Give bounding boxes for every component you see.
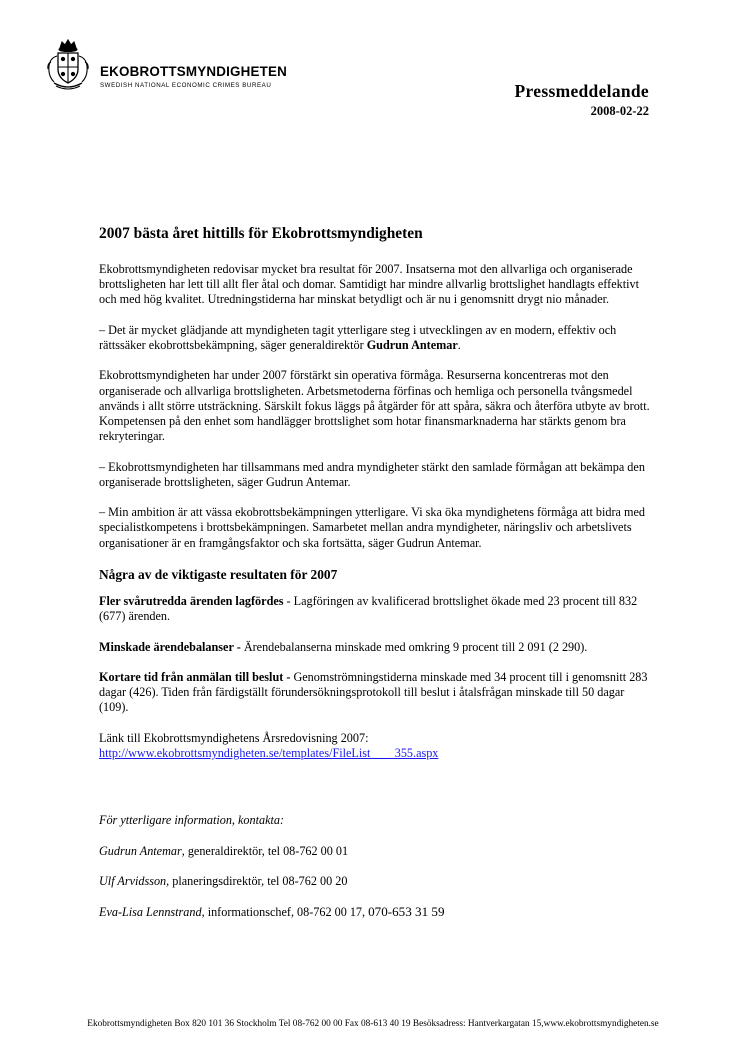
results-list bbox=[99, 594, 651, 716]
quote-text: – Det är mycket glädjande att myndigheten tagit ytterligare steg i utvecklingen av en modern, effektiv och rättssäker ekobrottsbekämpning, säger generaldirektör bbox=[99, 322, 617, 352]
result-text: Ärendebalanserna minskade med omkring 9 procent till 2 091 (2 290). bbox=[240, 639, 588, 654]
contact-name: Gudrun Antemar bbox=[99, 843, 182, 858]
result-label: Minskade ärendebalanser - bbox=[99, 639, 241, 654]
paragraph-quote-1 bbox=[99, 323, 651, 353]
contact-person bbox=[99, 874, 651, 889]
results-heading: Några av de viktigaste resultaten för 2007 bbox=[99, 566, 338, 582]
result-item bbox=[99, 670, 651, 716]
paragraph-quote-2: – Ekobrottsmyndigheten har tillsammans med andra myndigheter stärkt den samlade förmågan att bekämpa den organiserade brottsligheten, säger Gudrun Antemar. bbox=[99, 459, 645, 489]
logo-wordmark: EKOBROTTSMYNDIGHETEN bbox=[100, 64, 288, 79]
document-date: 2008-02-22 bbox=[590, 104, 649, 118]
contact-details: planeringsdirektör, tel 08-762 00 20 bbox=[169, 873, 348, 888]
contact-list bbox=[99, 844, 651, 921]
result-item bbox=[99, 594, 651, 624]
paragraph-intro: Ekobrottsmyndigheten redovisar mycket bra resultat för 2007. Insatserna mot den allvarliga och organiserade brottsligheten har lett till allt fler åtal och domar. Samtidigt har mindre allvarlig brottslighet handlagts effektivt och med hög kvalitet. Utredningstiderna har minskat betydligt och är nu i genomsnitt drygt nio månader. bbox=[99, 262, 639, 307]
annual-report-link-block bbox=[99, 731, 651, 761]
contact-person bbox=[99, 844, 651, 859]
contact-person bbox=[99, 904, 651, 920]
contact-details: , informationschef, 08-762 00 17, bbox=[201, 905, 369, 920]
page-title: 2007 bästa året hittills för Ekobrottsmyndigheten bbox=[99, 225, 423, 242]
page-footer: Ekobrottsmyndigheten Box 820 101 36 Stockholm Tel 08-762 00 00 Fax 08-613 40 19 Besöksadress: Hantverkargatan 15,www.ekobrottsmyndigheten.se bbox=[87, 1019, 659, 1029]
paragraph-quote-3: – Min ambition är att vässa ekobrottsbekämpningen ytterligare. Vi ska öka myndighetens förmåga att bidra med specialistkompetens i brottsbekämpningen. Samarbetet mellan andra myndigheter, näringsliv och arbetslivets organisationer är en framgångsfaktor och ska fortsätta, säger Gudrun Antemar. bbox=[99, 505, 645, 550]
result-item bbox=[99, 640, 651, 655]
contact-name: Eva-Lisa Lennstrand bbox=[99, 905, 202, 920]
result-label: Kortare tid från anmälan till beslut - bbox=[99, 669, 291, 684]
contact-details: , generaldirektör, tel 08-762 00 01 bbox=[181, 843, 349, 858]
quote-end: . bbox=[457, 338, 461, 352]
quote-speaker: Gudrun Antemar bbox=[366, 338, 458, 352]
link-intro: Länk till Ekobrottsmyndighetens Årsredovisning 2007: bbox=[99, 730, 369, 745]
contact-intro: För ytterligare information, kontakta: bbox=[99, 813, 285, 828]
paragraph-operations: Ekobrottsmyndigheten har under 2007 förstärkt sin operativa förmåga. Resurserna koncentreras mot den organiserade och allvarliga brottsligheten. Arbetsmetoderna förfinas och hemliga och personella tvångsmedel används i allt större utsträckning. Särskilt fokus läggs på åtgärder för att spåra, säkra och återföra utbyte av brott. Kompetensen på den enhet som handlägger brottslighet som hotar finansmarknaderna har stärkts genom bra rekryteringar. bbox=[99, 368, 650, 444]
contact-name: Ulf Arvidsson, bbox=[99, 873, 170, 888]
press-release-body bbox=[99, 224, 651, 936]
result-label: Fler svårutredda ärenden lagfördes bbox=[99, 593, 284, 608]
coat-of-arms-icon bbox=[44, 36, 92, 92]
annual-report-link[interactable]: http://www.ekobrottsmyndigheten.se/templates/FileList____355.aspx bbox=[99, 745, 439, 760]
contact-mobile: 070-653 31 59 bbox=[368, 904, 445, 920]
result-text: Genomströmningstiderna minskade med 34 procent till i genomsnitt 283 dagar (426). Tiden från färdigställt förundersökningsprotokoll till beslut i åtalsfrågan minskade till 50 dagar (109). bbox=[99, 669, 648, 715]
document-type: Pressmeddelande bbox=[514, 81, 649, 101]
agency-logo bbox=[44, 36, 304, 96]
result-text: - Lagföringen av kvalificerad brottslighet ökade med 23 procent till 832 (677) ärenden. bbox=[99, 593, 638, 624]
logo-subtitle: SWEDISH NATIONAL ECONOMIC CRIMES BUREAU bbox=[100, 82, 272, 89]
